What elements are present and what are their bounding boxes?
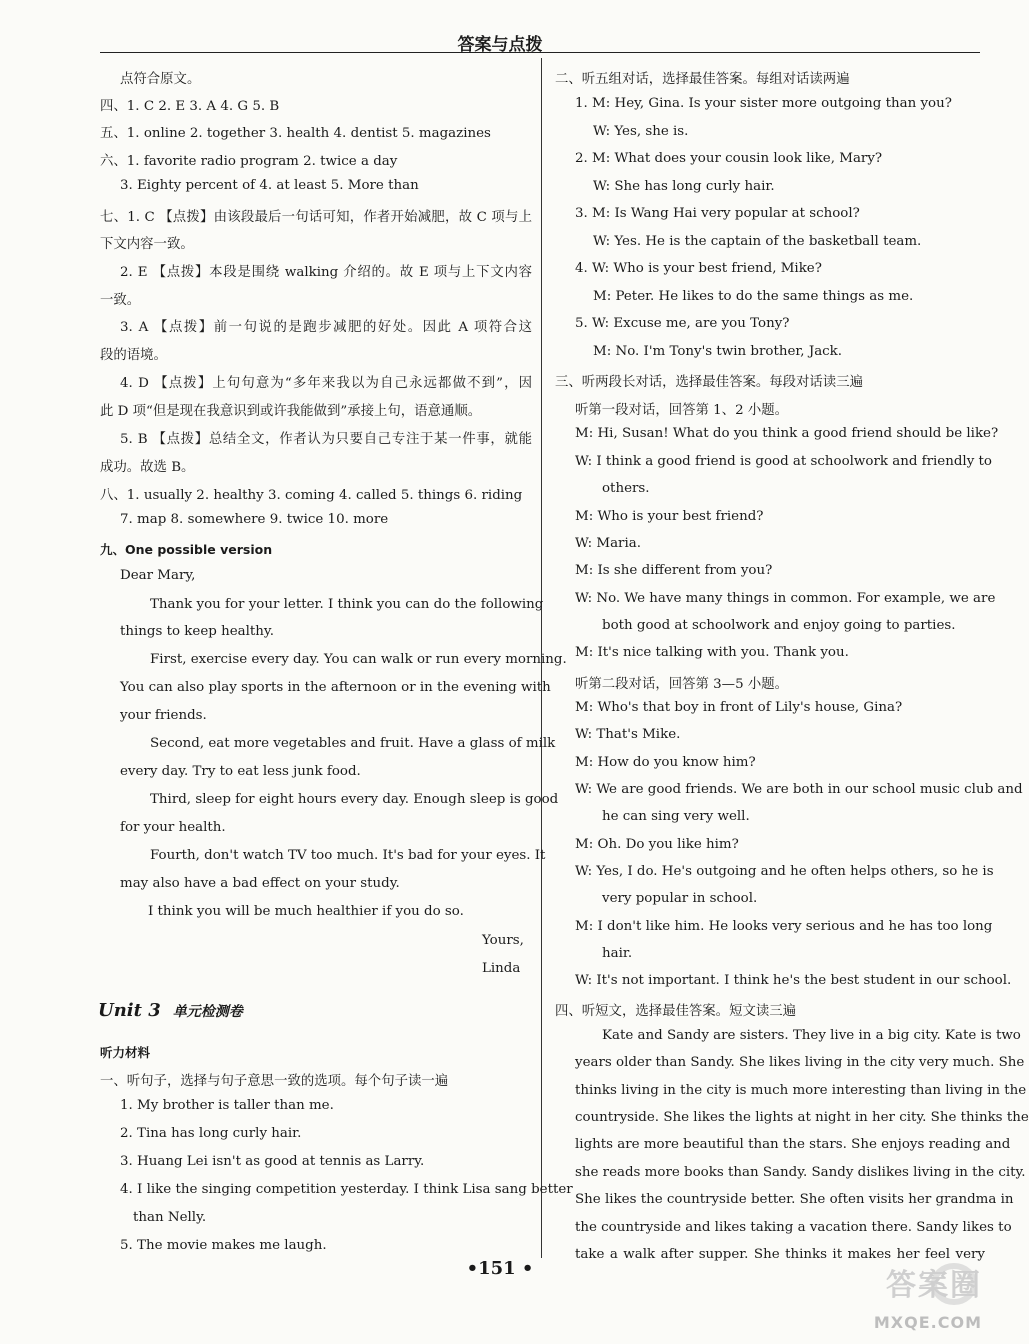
- dialogue-line: W: We are good friends. We are both in our school music club and: [575, 782, 1023, 797]
- section-7-item-4: 4. D 【点拨】上句句意为“多年来我以为自己永远都做不到”，因: [120, 376, 532, 391]
- dialogue-line: M: Who is your best friend?: [575, 509, 764, 524]
- letter-paragraph: First, exercise every day. You can walk or run every morning.: [150, 652, 567, 667]
- section-7-item-5-cont: 成功。故选 B。: [100, 460, 195, 475]
- letter-signature: Linda: [482, 961, 521, 976]
- letter-paragraph: Thank you for your letter. I think you can do the following: [150, 597, 544, 612]
- watermark-text-url: MXQE.COM: [873, 1313, 982, 1332]
- dialogue-line: M: Who's that boy in front of Lily's house, Gina?: [575, 700, 903, 715]
- dialogue-line: W: That's Mike.: [575, 727, 681, 742]
- listening-heading: 听力材料: [100, 1045, 151, 1060]
- header-rule: [100, 52, 980, 53]
- section-7-item-1: 七、1. C 【点拨】由该段最后一句话可知，作者开始减肥，故 C 项与上: [100, 210, 532, 225]
- section-7-item-1-cont: 下文内容一致。: [100, 237, 194, 252]
- dialogue-line: M: Peter. He likes to do the same things as me.: [593, 289, 914, 304]
- dialogue-line: M: No. I'm Tony's twin brother, Jack.: [593, 344, 843, 359]
- passage-line: countryside. She likes the lights at night in her city. She thinks the: [575, 1110, 1029, 1125]
- passage-line: thinks living in the city is much more interesting than living in the: [575, 1083, 1027, 1098]
- section-8-answers-cont: 7. map 8. somewhere 9. twice 10. more: [120, 512, 389, 527]
- dialogue-line-cont: he can sing very well.: [602, 809, 750, 824]
- passage-line: She likes the countryside better. She often visits her grandma in: [575, 1192, 1014, 1207]
- dialogue-line: M: Hi, Susan! What do you think a good friend should be like?: [575, 426, 999, 441]
- part-3-heading: 三、听两段长对话，选择最佳答案。每段对话读三遍: [555, 375, 863, 390]
- passage-line: Kate and Sandy are sisters. They live in a big city. Kate is two: [602, 1028, 1021, 1043]
- section-4-answers: 四、1. C 2. E 3. A 4. G 5. B: [100, 99, 280, 114]
- dialogue-line: 1. M: Hey, Gina. Is your sister more outgoing than you?: [575, 96, 952, 111]
- letter-paragraph: Fourth, don't watch TV too much. It's bad for your eyes. It: [150, 848, 546, 863]
- section-8-answers: 八、1. usually 2. healthy 3. coming 4. called 5. things 6. riding: [100, 488, 523, 503]
- dialogue-line-cont: others.: [602, 481, 650, 496]
- dialogue-line-cont: both good at schoolwork and enjoy going to parties.: [602, 618, 956, 633]
- part-1-heading: 一、听句子，选择与句子意思一致的选项。每个句子读一遍: [100, 1074, 449, 1089]
- listening-sentence: 3. Huang Lei isn't as good at tennis as Larry.: [120, 1154, 425, 1169]
- dialogue-line-cont: hair.: [602, 946, 633, 961]
- dialogue-line: M: Is she different from you?: [575, 563, 773, 578]
- listening-sentence: 4. I like the singing competition yesterday. I think Lisa sang better: [120, 1182, 573, 1197]
- dialogue-line: M: How do you know him?: [575, 755, 756, 770]
- dialogue-line: M: I don't like him. He looks very serious and he has too long: [575, 919, 993, 934]
- unit-title: Unit 3: [98, 1000, 161, 1021]
- conversation-intro: 听第一段对话，回答第 1、2 小题。: [575, 403, 789, 418]
- dialogue-line: M: It's nice talking with you. Thank you.: [575, 645, 849, 660]
- dialogue-line: W: Yes, I do. He's outgoing and he often helps others, so he is: [575, 864, 994, 879]
- unit-subtitle: 单元检测卷: [172, 1004, 243, 1020]
- letter-paragraph-cont: your friends.: [120, 708, 207, 723]
- listening-sentence: 2. Tina has long curly hair.: [120, 1126, 302, 1141]
- passage-line: years older than Sandy. She likes living in the city very much. She: [575, 1055, 1025, 1070]
- section-7-item-2: 2. E 【点拨】本段是围绕 walking 介绍的。故 E 项与上下文内容: [120, 265, 532, 280]
- watermark-text-cjk: 答案圈: [886, 1268, 982, 1303]
- part-2-heading: 二、听五组对话，选择最佳答案。每组对话读两遍: [555, 72, 850, 87]
- letter-paragraph: Third, sleep for eight hours every day. Enough sleep is good: [150, 792, 559, 807]
- section-6-answers-cont: 3. Eighty percent of 4. at least 5. More than: [120, 178, 419, 193]
- passage-line: she reads more books than Sandy. Sandy dislikes living in the city.: [575, 1165, 1026, 1180]
- letter-closing: Yours,: [482, 933, 524, 948]
- section-7-item-4-cont: 此 D 项“但是现在我意识到或许我能做到”承接上句，语意通顺。: [100, 404, 482, 419]
- letter-paragraph-cont: for your health.: [120, 820, 226, 835]
- dialogue-line: 5. W: Excuse me, are you Tony?: [575, 316, 790, 331]
- dialogue-line: W: No. We have many things in common. For example, we are: [575, 591, 996, 606]
- dialogue-line: 3. M: Is Wang Hai very popular at school?: [575, 206, 860, 221]
- letter-paragraph-cont: things to keep healthy.: [120, 624, 274, 639]
- letter-paragraph: Second, eat more vegetables and fruit. Have a glass of milk: [150, 736, 556, 751]
- answer-line: 点符合原文。: [120, 72, 201, 87]
- dialogue-line: W: Yes, she is.: [593, 124, 689, 139]
- letter-paragraph-cont: You can also play sports in the afternoon or in the evening with: [120, 680, 551, 695]
- conversation-intro: 听第二段对话，回答第 3—5 小题。: [575, 677, 789, 692]
- letter-paragraph: I think you will be much healthier if you do so.: [148, 904, 464, 919]
- section-6-answers: 六、1. favorite radio program 2. twice a day: [100, 154, 398, 169]
- section-7-item-3: 3. A 【点拨】前一句说的是跑步减肥的好处。因此 A 项符合这: [120, 320, 532, 335]
- letter-paragraph-cont: every day. Try to eat less junk food.: [120, 764, 361, 779]
- passage-line: the countryside and likes taking a vacation there. Sandy likes to: [575, 1220, 1012, 1235]
- dialogue-line: W: It's not important. I think he's the best student in our school.: [575, 973, 1012, 988]
- listening-sentence-cont: than Nelly.: [133, 1210, 207, 1225]
- letter-greeting: Dear Mary,: [120, 568, 196, 583]
- listening-sentence: 1. My brother is taller than me.: [120, 1098, 334, 1113]
- dialogue-line: 2. M: What does your cousin look like, Mary?: [575, 151, 883, 166]
- section-7-item-3-cont: 段的语境。: [100, 348, 167, 363]
- dialogue-line: W: Yes. He is the captain of the basketball team.: [593, 234, 922, 249]
- dialogue-line: 4. W: Who is your best friend, Mike?: [575, 261, 822, 276]
- dialogue-line: W: I think a good friend is good at schoolwork and friendly to: [575, 454, 992, 469]
- passage-line: lights are more beautiful than the stars. She enjoys reading and: [575, 1137, 1011, 1152]
- dialogue-line: W: Maria.: [575, 536, 641, 551]
- letter-paragraph-cont: may also have a bad effect on your study.: [120, 876, 400, 891]
- dialogue-line: M: Oh. Do you like him?: [575, 837, 739, 852]
- unit-heading: [98, 1000, 243, 1021]
- dialogue-line: W: She has long curly hair.: [593, 179, 775, 194]
- section-5-answers: 五、1. online 2. together 3. health 4. dentist 5. magazines: [100, 126, 491, 141]
- page-number: •151 •: [466, 1258, 534, 1279]
- passage-line: take a walk after supper. She thinks it makes her feel very: [575, 1247, 985, 1262]
- section-7-item-5: 5. B 【点拨】总结全文，作者认为只要自己专注于某一件事，就能: [120, 432, 532, 447]
- listening-sentence: 5. The movie makes me laugh.: [120, 1238, 327, 1253]
- section-7-item-2-cont: 一致。: [100, 293, 141, 308]
- dialogue-line-cont: very popular in school.: [602, 891, 758, 906]
- header-title: 答案与点拨: [457, 35, 543, 55]
- section-9-heading: 九、One possible version: [100, 542, 273, 557]
- part-4-heading: 四、听短文，选择最佳答案。短文读三遍: [555, 1004, 797, 1019]
